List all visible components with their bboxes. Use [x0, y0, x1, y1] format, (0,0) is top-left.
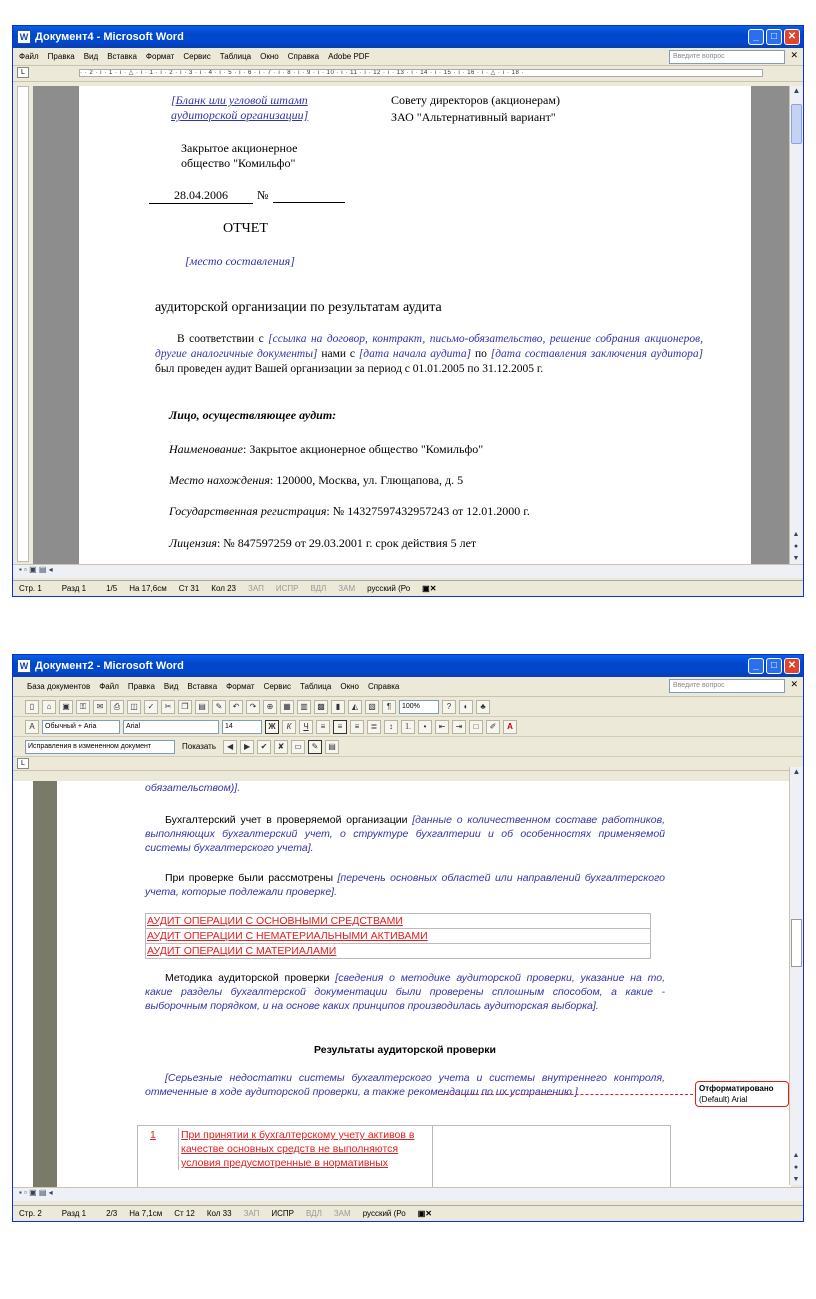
print-preview-icon[interactable]: ◫: [127, 700, 141, 714]
auditor-location-value: : 120000, Москва, ул. Глющапова, д. 5: [269, 473, 464, 487]
status-at: На 17,6см: [129, 584, 167, 593]
vertical-ruler-1[interactable]: [17, 86, 29, 562]
doc-close-icon[interactable]: ✕: [790, 50, 798, 60]
status-trk[interactable]: ИСПР: [275, 584, 299, 593]
insert-comment-icon[interactable]: ▭: [291, 740, 305, 754]
menu-format[interactable]: Формат: [145, 52, 175, 61]
new-doc-icon[interactable]: ▯: [25, 700, 39, 714]
findings-placeholder: [Серьезные недостатки системы бухгалтерского учета и системы внутреннего контроля, отмеченные в ходе аудиторской проверки, а также рекомендации по их устранению.]: [145, 1072, 665, 1098]
browse-object-icon[interactable]: ●: [793, 543, 799, 550]
undo-icon[interactable]: ↶: [229, 700, 243, 714]
findings-row-number: 1: [150, 1129, 156, 1141]
reviewing-toolbar: [13, 737, 803, 757]
status-language[interactable]: русский (Ро: [362, 1209, 406, 1218]
accept-change-icon[interactable]: ✔: [257, 740, 271, 754]
addressee-line-2: ЗАО "Альтернативный вариант": [391, 110, 556, 124]
auditor-registration-row: [169, 504, 530, 519]
auditor-heading: Лицо, осуществляющее аудит:: [169, 408, 337, 422]
decrease-indent-icon[interactable]: ⇤: [435, 720, 449, 734]
report-date: 28.04.2006: [149, 188, 253, 204]
menu-file[interactable]: Файл: [99, 682, 119, 691]
close-button[interactable]: ✕: [784, 658, 800, 674]
display-for-review-combo[interactable]: Исправления в измененном документ: [25, 740, 175, 754]
font-size-combo[interactable]: 14: [222, 720, 262, 734]
menu-tools[interactable]: Сервис: [263, 682, 291, 691]
menu-window[interactable]: Окно: [260, 52, 279, 61]
findings-row-text[interactable]: При принятии к бухгалтерскому учету активов в качестве основных средств не выполняются условия предусмотренные в нормативных: [178, 1128, 430, 1170]
status-line: Ст 31: [178, 584, 200, 593]
window-title: Документ2 - Microsoft Word: [35, 660, 184, 672]
place-placeholder: [место составления]: [185, 254, 295, 268]
bold-icon[interactable]: Ж: [265, 720, 279, 734]
underline-icon[interactable]: Ч: [299, 720, 313, 734]
format-painter-icon[interactable]: ✎: [212, 700, 226, 714]
increase-indent-icon[interactable]: ⇥: [452, 720, 466, 734]
accounting-paragraph: [145, 813, 665, 855]
results-heading: Результаты аудиторской проверки: [313, 1044, 496, 1056]
intro-paragraph: [155, 332, 703, 377]
drawing-icon[interactable]: ◭: [348, 700, 362, 714]
close-button[interactable]: ✕: [784, 29, 800, 45]
bullets-icon[interactable]: •: [418, 720, 432, 734]
status-rec[interactable]: ЗАП: [248, 584, 264, 593]
next-change-icon[interactable]: ▶: [240, 740, 254, 754]
intro-mid-2: по: [474, 348, 487, 360]
methodology-placeholder: [сведения о методике аудиторской проверки, указание на то, какие разделы бухгалтерской документации были проверены сплошным способом, а какие - выборочным порядком, и на основе каких принципов производилась аудиторская выборка].: [145, 972, 666, 1012]
numbering-icon[interactable]: ⒈: [401, 720, 415, 734]
italic-icon[interactable]: К: [282, 720, 296, 734]
research-icon[interactable]: ♣: [476, 700, 490, 714]
show-markup-button[interactable]: Показать: [182, 742, 217, 751]
align-right-icon[interactable]: ≡: [350, 720, 364, 734]
align-left-icon[interactable]: ≡: [316, 720, 330, 734]
menu-insert[interactable]: Вставка: [187, 682, 218, 691]
horizontal-ruler-1[interactable]: [13, 66, 803, 82]
balloon-text: (Default) Arial: [699, 1095, 748, 1104]
balloon-title: Отформатировано: [699, 1084, 774, 1093]
revision-connector-line: [441, 1094, 703, 1095]
scroll-up-icon[interactable]: ▲: [792, 86, 801, 95]
justify-icon[interactable]: ≣: [367, 720, 381, 734]
email-icon[interactable]: ✉: [93, 700, 107, 714]
intro-end: был проведен аудит Вашей организации за период с 01.01.2005 по 31.12.2005 г.: [155, 363, 544, 375]
top-fragment: обязательством)].: [145, 782, 241, 794]
number-label: №: [257, 188, 269, 202]
read-icon[interactable]: ◐: [459, 700, 473, 714]
status-col: Кол 33: [206, 1209, 232, 1218]
vertical-scrollbar-2[interactable]: [789, 767, 803, 1185]
status-ext[interactable]: ВДЛ: [310, 584, 327, 593]
status-page: Стр. 2: [19, 1209, 42, 1218]
review-placeholder: [перечень основных областей или направлений бухгалтерского учета, которые подлежали проверке].: [145, 872, 665, 898]
vertical-scrollbar-1[interactable]: [789, 86, 803, 564]
word-app-icon[interactable]: W: [17, 30, 31, 44]
minimize-button[interactable]: _: [748, 29, 764, 45]
next-page-icon[interactable]: ▼: [792, 555, 800, 562]
menu-bar-1: [13, 48, 803, 66]
tab-selector[interactable]: L: [17, 758, 29, 769]
menu-edit[interactable]: Правка: [127, 682, 155, 691]
status-pages: 2/3: [106, 1209, 118, 1218]
reject-change-icon[interactable]: ✘: [274, 740, 288, 754]
report-title: ОТЧЕТ: [223, 221, 268, 236]
audit-area-row[interactable]: АУДИТ ОПЕРАЦИИ С НЕМАТЕРИАЛЬНЫМИ АКТИВАМИ: [146, 929, 650, 944]
intro-mid-1: нами с: [321, 348, 355, 360]
auditor-registration-value: : № 14327597432957243 от 12.01.2000 г.: [326, 504, 530, 518]
ask-question-input[interactable]: Введите вопрос: [669, 50, 785, 64]
status-page: Стр. 1: [19, 584, 42, 593]
status-section: Разд 1: [61, 1209, 87, 1218]
prev-page-icon[interactable]: ▲: [792, 531, 800, 538]
scroll-thumb[interactable]: [791, 104, 802, 144]
horizontal-scrollbar-1[interactable]: [13, 564, 803, 578]
audit-area-row[interactable]: АУДИТ ОПЕРАЦИИ С МАТЕРИАЛАМИ: [147, 945, 337, 957]
menu-view[interactable]: Вид: [83, 52, 99, 61]
save-icon[interactable]: ▣: [59, 700, 73, 714]
formatting-toolbar: [13, 717, 803, 737]
window-title: Документ4 - Microsoft Word: [35, 31, 184, 43]
word-window-2: [12, 654, 804, 1222]
document-area-2[interactable]: [13, 781, 791, 1187]
menu-tools[interactable]: Сервис: [183, 52, 211, 61]
ask-question-input[interactable]: Введите вопрос: [669, 679, 785, 693]
permission-icon[interactable]: ⚿: [76, 700, 90, 714]
next-page-icon[interactable]: ▼: [792, 1176, 800, 1183]
methodology-start: Методика аудиторской проверки: [165, 972, 330, 984]
prev-page-icon[interactable]: ▲: [792, 1152, 800, 1159]
spelling-icon[interactable]: ✓: [144, 700, 158, 714]
redo-icon[interactable]: ↷: [246, 700, 260, 714]
status-pages: 1/5: [106, 584, 118, 593]
document-area-1[interactable]: [33, 86, 791, 564]
auditor-registration-label: Государственная регистрация: [169, 504, 327, 518]
horizontal-ruler-2[interactable]: [13, 757, 803, 771]
findings-table[interactable]: [137, 1125, 671, 1187]
spelling-status-icon[interactable]: ▣✕: [422, 584, 437, 593]
borders-icon[interactable]: □: [469, 720, 483, 734]
status-rec[interactable]: ЗАП: [243, 1209, 260, 1218]
highlight-icon[interactable]: ✐: [486, 720, 500, 734]
hyperlink-icon[interactable]: ⊕: [263, 700, 277, 714]
font-color-icon[interactable]: A: [503, 720, 517, 734]
tab-selector[interactable]: L: [17, 67, 29, 78]
left-margin-bar: [33, 781, 57, 1187]
doc-close-icon[interactable]: ✕: [790, 679, 798, 689]
accounting-placeholder: [данные о количественном составе работников, выполняющих бухгалтерский учет, о структуре бухгалтерии и об особенностях применяемой системы бухгалтерского учета].: [145, 814, 665, 854]
browse-object-icon[interactable]: ●: [793, 1164, 799, 1171]
cut-icon[interactable]: ✂: [161, 700, 175, 714]
contract-ref-placeholder: [ссылка на договор, контракт, письмо-обязательство, решение собрания акционеров, другие аналогичные документы]: [155, 333, 704, 360]
menu-edit[interactable]: Правка: [47, 52, 75, 61]
accounting-start: Бухгалтерский учет в проверяемой организации: [165, 814, 408, 826]
columns-icon[interactable]: ▮: [331, 700, 345, 714]
line-spacing-icon[interactable]: ↕: [384, 720, 398, 734]
align-center-icon[interactable]: ≡: [333, 720, 347, 734]
status-ovr[interactable]: ЗАМ: [333, 1209, 351, 1218]
zoom-combo[interactable]: 100%: [399, 700, 439, 714]
maximize-button[interactable]: □: [766, 658, 782, 674]
audit-end-placeholder: [дата составления заключения аудитора]: [490, 348, 704, 360]
letterhead-placeholder: [Бланк или угловой штамп аудиторской организации]: [171, 93, 309, 122]
copy-icon[interactable]: ❐: [178, 700, 192, 714]
intro-start: В соответствии с: [177, 333, 264, 345]
company-line-2: общество "Комильфо": [181, 156, 296, 170]
show-hide-icon[interactable]: ¶: [382, 700, 396, 714]
auditor-location-label: Место нахождения: [169, 473, 270, 487]
menu-help[interactable]: Справка: [287, 52, 320, 61]
spelling-status-icon[interactable]: ▣✕: [417, 1209, 432, 1218]
auditor-license-row: [169, 536, 476, 551]
menu-documents-base[interactable]: База документов: [27, 682, 91, 691]
title-bar-2[interactable]: [13, 655, 803, 677]
auditor-license-value: : № 847597259 от 29.03.2001 г. срок действия 5 лет: [216, 536, 477, 550]
revision-balloon[interactable]: [695, 1081, 789, 1107]
status-bar-2: [13, 1205, 803, 1221]
word-window-1: [12, 25, 804, 597]
status-ovr[interactable]: ЗАМ: [338, 584, 356, 593]
menu-format[interactable]: Формат: [226, 682, 255, 691]
methodology-paragraph: [145, 971, 665, 1013]
menu-bar-2: [13, 677, 803, 697]
number-blank: [273, 202, 345, 203]
auditor-name-label: Наименование: [169, 442, 244, 456]
auditor-name-row: [169, 442, 483, 457]
reviewing-pane-icon[interactable]: ▤: [325, 740, 339, 754]
status-language[interactable]: русский (Ро: [367, 584, 411, 593]
ruler-scale: · · 2 · ı · 1 · ı · △ · ı · 1 · ı · 2 · ı · 3 · ı · 4 · ı · 5 · ı · 6 · ı · 7 · ı · 8 · ı · 9 · ı · 10 · ı · 11 · ı · 12 · ı · 13 · ı · 14 · ı · 15 · ı · 16 · ı · △ · ı · 18 ·: [79, 69, 763, 77]
findings-col-divider: [432, 1126, 433, 1187]
auditor-name-value: : Закрытое акционерное общество "Комильфо": [243, 442, 484, 456]
menu-help[interactable]: Справка: [367, 682, 400, 691]
tables-borders-icon[interactable]: ▦: [280, 700, 294, 714]
audit-areas-table[interactable]: [145, 913, 651, 959]
menu-window[interactable]: Окно: [340, 682, 359, 691]
auditor-location-row: [169, 473, 463, 488]
menu-table[interactable]: Таблица: [219, 52, 252, 61]
menu-file[interactable]: Файл: [19, 52, 39, 61]
status-section: Разд 1: [61, 584, 87, 593]
audit-start-placeholder: [дата начала аудита]: [358, 348, 472, 360]
addressee-line-1: Совету директоров (акционерам): [391, 93, 560, 107]
minimize-button[interactable]: _: [748, 658, 764, 674]
menu-insert[interactable]: Вставка: [107, 52, 137, 61]
view-buttons[interactable]: ▪ ▫ ▣ ▤ ◂: [19, 1188, 53, 1197]
status-trk[interactable]: ИСПР: [271, 1209, 295, 1218]
insert-excel-icon[interactable]: ▩: [314, 700, 328, 714]
paste-icon[interactable]: ▤: [195, 700, 209, 714]
menu-view[interactable]: Вид: [163, 682, 179, 691]
standard-toolbar: [13, 697, 803, 717]
review-paragraph: [145, 871, 665, 899]
maximize-button[interactable]: □: [766, 29, 782, 45]
open-folder-icon[interactable]: ⌂: [42, 700, 56, 714]
title-bar-1[interactable]: [13, 26, 803, 48]
help-icon[interactable]: ?: [442, 700, 456, 714]
word-app-icon[interactable]: W: [17, 659, 31, 673]
prev-change-icon[interactable]: ◀: [223, 740, 237, 754]
font-combo[interactable]: Arial: [123, 720, 219, 734]
scroll-up-icon[interactable]: ▲: [792, 767, 801, 776]
review-start: При проверке были рассмотрены: [165, 872, 334, 884]
company-line-1: Закрытое акционерное: [181, 141, 298, 155]
insert-table-icon[interactable]: ▥: [297, 700, 311, 714]
status-at: На 7,1см: [129, 1209, 163, 1218]
style-combo[interactable]: Обычный + Aria: [42, 720, 120, 734]
status-line: Ст 12: [174, 1209, 195, 1218]
auditor-license-label: Лицензия: [169, 536, 217, 550]
print-icon[interactable]: ⎙: [110, 700, 124, 714]
menu-adobe-pdf[interactable]: Adobe PDF: [328, 52, 370, 61]
styles-icon[interactable]: A: [25, 720, 39, 734]
document-page-1[interactable]: [79, 86, 751, 564]
horizontal-scrollbar-2[interactable]: [13, 1187, 803, 1201]
document-map-icon[interactable]: ▧: [365, 700, 379, 714]
menu-table[interactable]: Таблица: [299, 682, 332, 691]
view-buttons[interactable]: ▪ ▫ ▣ ▤ ◂: [19, 565, 53, 574]
status-col: Кол 23: [211, 584, 237, 593]
track-changes-icon[interactable]: ✎: [308, 740, 322, 754]
status-ext[interactable]: ВДЛ: [306, 1209, 322, 1218]
status-bar-1: [13, 580, 803, 596]
scroll-thumb[interactable]: [791, 919, 802, 967]
report-subtitle: аудиторской организации по результатам аудита: [155, 300, 442, 315]
audit-area-row[interactable]: АУДИТ ОПЕРАЦИИ С ОСНОВНЫМИ СРЕДСТВАМИ: [146, 914, 650, 929]
